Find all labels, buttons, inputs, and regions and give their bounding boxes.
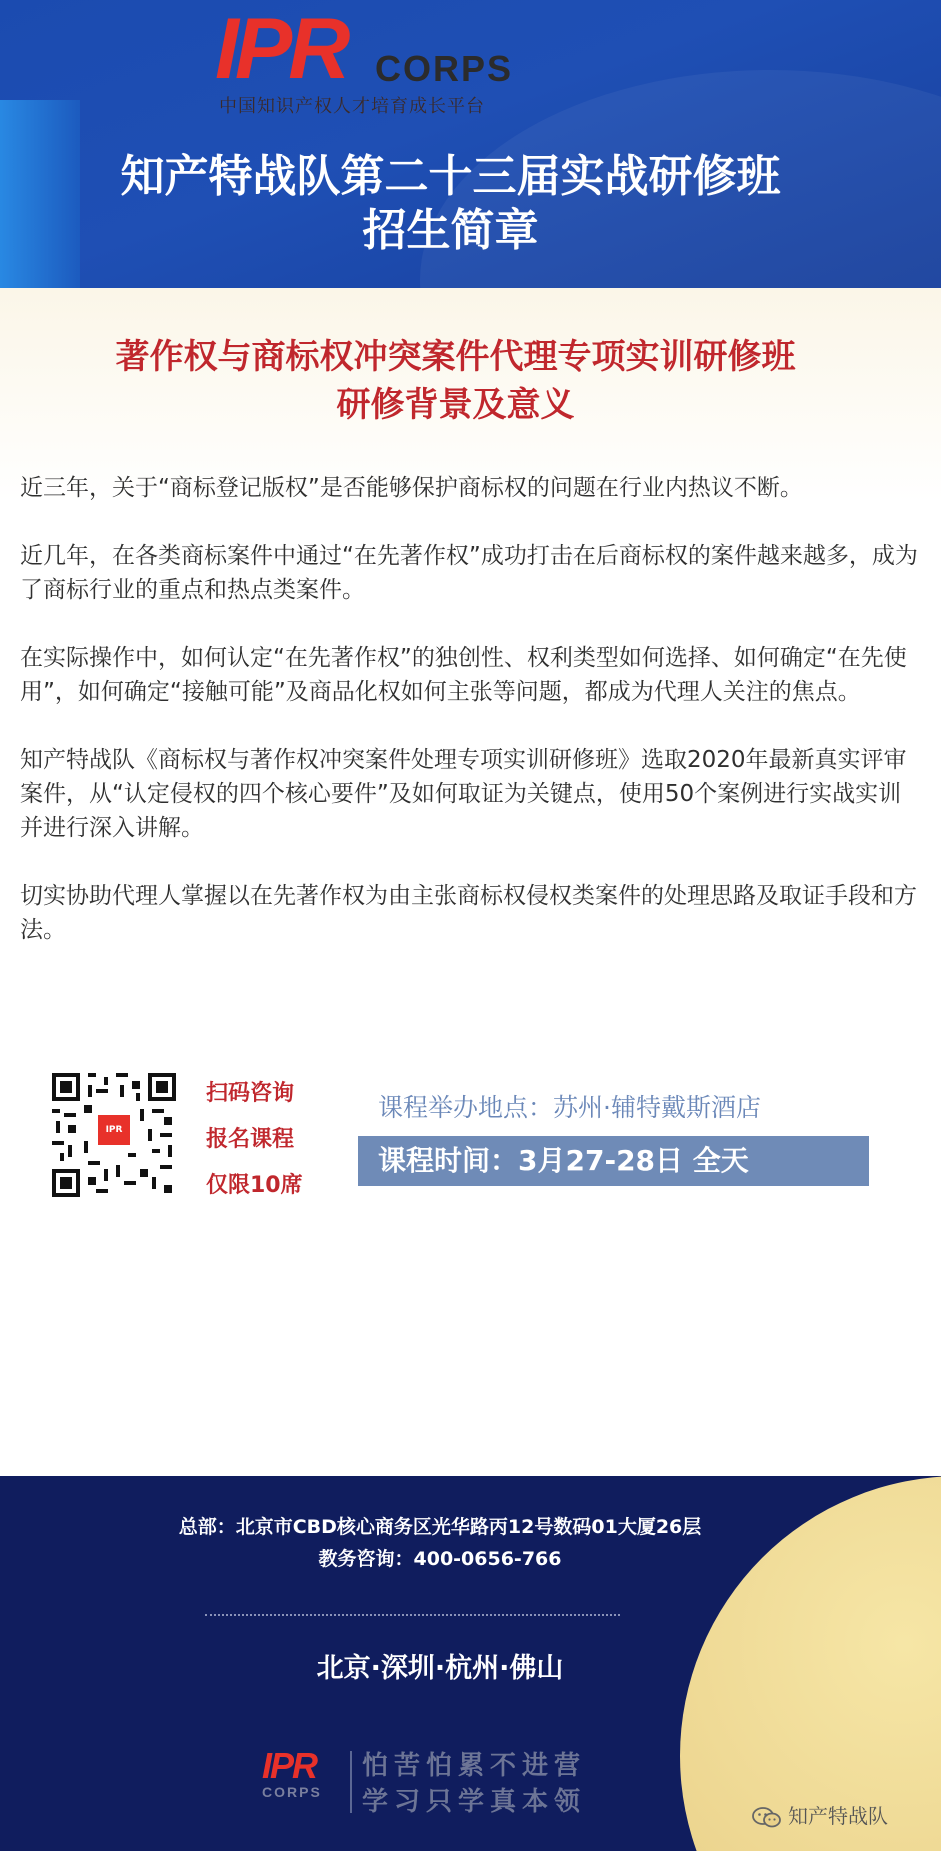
wechat-icon <box>752 1807 782 1829</box>
header-banner <box>0 0 941 288</box>
paragraph: 近三年，关于“商标登记版权”是否能够保护商标权的问题在行业内热议不断。 <box>20 475 803 501</box>
footer <box>0 1476 941 1851</box>
qr-label-scan: 扫码咨询 <box>206 1081 295 1106</box>
logo-corps-text: CORPS <box>375 48 514 89</box>
ipr-corps-logo <box>215 1 545 117</box>
qr-center-logo: IPR <box>98 1115 130 1145</box>
qr-label-limit: 仅限10席 <box>206 1173 303 1198</box>
qr-labels <box>206 1071 303 1209</box>
slogan-line1: 怕苦怕累不进营 <box>362 1751 587 1781</box>
footer-logo-divider <box>350 1751 352 1813</box>
section-title <box>0 333 941 429</box>
course-time-bar <box>358 1136 869 1186</box>
qr-label-register: 报名课程 <box>206 1127 295 1152</box>
paragraph: 切实协助代理人掌握以在先著作权为由主张商标权侵权类案件的处理思路及取证手段和方法。 <box>20 883 917 943</box>
city-list: 北京·深圳·杭州·佛山 <box>316 1653 564 1684</box>
paragraph: 知产特战队《商标权与著作权冲突案件处理专项实训研修班》选取2020年最新真实评审案件，从“认定侵权的四个核心要件”及如何取证为关键点，使用50个案例进行实战实训并进行深入讲解。 <box>20 747 907 841</box>
section-title-line2: 研修背景及意义 <box>336 385 575 425</box>
footer-logo-corps: CORPS <box>262 1784 322 1800</box>
contact-info <box>0 1511 880 1575</box>
wechat-account-name: 知产特战队 <box>788 1804 888 1828</box>
logo-subtitle: 中国知识产权人才培育成长平台 <box>219 96 485 117</box>
slogan-line2: 学习只学真本领 <box>362 1787 587 1817</box>
footer-logo <box>262 1745 352 1818</box>
dotted-divider <box>205 1614 620 1616</box>
course-venue: 课程举办地点：苏州·辅特戴斯酒店 <box>378 1093 761 1122</box>
page-title <box>0 150 941 258</box>
hq-address: 总部：北京市CBD核心商务区光华路丙12号数码01大厦26层 <box>178 1516 702 1538</box>
section-title-line1: 著作权与商标权冲突案件代理专项实训研修班 <box>115 337 796 377</box>
footer-logo-ipr: IPR <box>262 1745 317 1786</box>
background-paragraphs <box>20 471 920 981</box>
logo-ipr-text: IPR <box>215 1 347 97</box>
page-title-line2: 招生简章 <box>362 205 539 256</box>
main-content <box>0 288 941 1476</box>
wechat-account[interactable] <box>752 1800 888 1829</box>
paragraph: 近几年，在各类商标案件中通过“在先著作权”成功打击在后商标权的案件越来越多，成为了商标行业的重点和热点类案件。 <box>20 543 918 603</box>
page-title-line1: 知产特战队第二十三届实战研修班 <box>120 151 781 202</box>
phone-number[interactable]: 教务咨询：400-0656-766 <box>318 1548 562 1570</box>
paragraph: 在实际操作中，如何认定“在先著作权”的独创性、权利类型如何选择、如何确定“在先使用”，如何确定“接触可能”及商品化权如何主张等问题，都成为代理人关注的焦点。 <box>20 645 907 705</box>
qr-code[interactable] <box>52 1073 176 1197</box>
slogan <box>362 1748 586 1820</box>
course-time: 课程时间：3月27-28日 全天 <box>378 1144 749 1177</box>
